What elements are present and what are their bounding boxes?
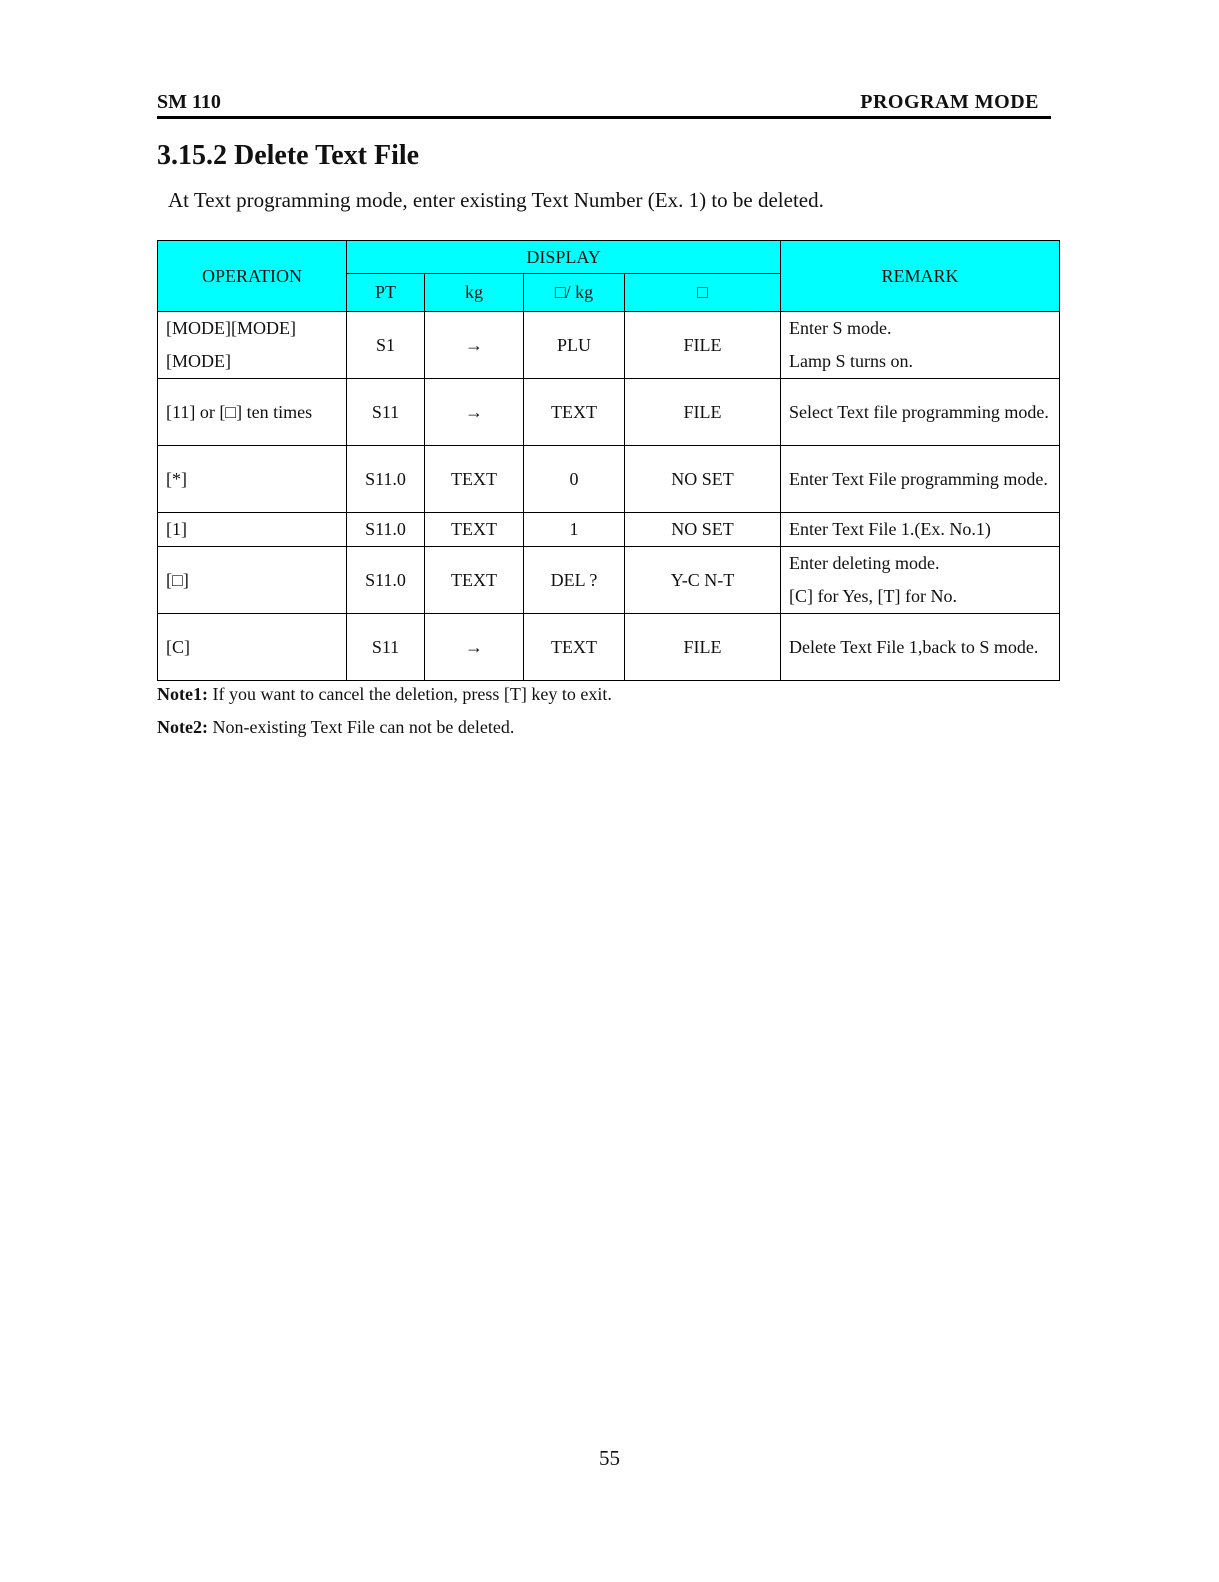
remark-cell: Delete Text File 1,back to S mode.	[781, 614, 1060, 681]
unit-price-cell: TEXT	[524, 379, 625, 446]
remark-line: [C] for Yes, [T] for No.	[789, 586, 958, 606]
remark-cell: Enter Text File programming mode.	[781, 446, 1060, 513]
remark-line: Enter deleting mode.	[789, 553, 940, 573]
header-unit-price: □/ kg	[524, 274, 625, 312]
operation-line: [MODE][MODE]	[166, 318, 296, 338]
pt-cell: S1	[347, 312, 425, 379]
unit-price-cell: DEL ?	[524, 547, 625, 614]
kg-cell: →	[425, 379, 524, 446]
price-cell: FILE	[625, 379, 781, 446]
intro-text: At Text programming mode, enter existing Text Number (Ex. 1) to be deleted.	[168, 188, 824, 212]
price-cell: FILE	[625, 312, 781, 379]
remark-line: Lamp S turns on.	[789, 351, 914, 371]
price-cell: NO SET	[625, 446, 781, 513]
table-row	[158, 379, 1060, 446]
operation-table	[157, 240, 1060, 681]
unit-price-cell: 1	[524, 513, 625, 547]
operation-cell: [□]	[158, 547, 347, 614]
operation-cell: [11] or [□] ten times	[158, 379, 347, 446]
note-2	[157, 711, 612, 744]
pt-cell: S11.0	[347, 547, 425, 614]
header-kg: kg	[425, 274, 524, 312]
unit-price-cell: TEXT	[524, 614, 625, 681]
pt-cell: S11	[347, 614, 425, 681]
table-row	[158, 513, 1060, 547]
note-label: Note1:	[157, 684, 208, 704]
notes	[157, 678, 612, 744]
pt-cell: S11.0	[347, 446, 425, 513]
header-operation: OPERATION	[158, 241, 347, 312]
price-cell: NO SET	[625, 513, 781, 547]
operation-cell: [*]	[158, 446, 347, 513]
table-row	[158, 547, 1060, 614]
header-section: PROGRAM MODE	[860, 91, 1039, 113]
remark-cell: Select Text file programming mode.	[781, 379, 1060, 446]
table-row	[158, 312, 1060, 379]
page-number: 55	[599, 1446, 620, 1470]
remark-cell	[781, 547, 1060, 614]
header-display: DISPLAY	[347, 241, 781, 274]
operation-line: [MODE]	[166, 351, 231, 371]
pt-cell: S11.0	[347, 513, 425, 547]
section-title: 3.15.2 Delete Text File	[157, 140, 420, 171]
page-header	[157, 90, 1051, 119]
price-cell: FILE	[625, 614, 781, 681]
operation-cell: [1]	[158, 513, 347, 547]
table-row	[158, 614, 1060, 681]
kg-cell: →	[425, 312, 524, 379]
operation-cell: [C]	[158, 614, 347, 681]
note-label: Note2:	[157, 717, 208, 737]
operation-cell	[158, 312, 347, 379]
remark-cell: Enter Text File 1.(Ex. No.1)	[781, 513, 1060, 547]
unit-price-cell: 0	[524, 446, 625, 513]
kg-cell: TEXT	[425, 513, 524, 547]
note-1	[157, 678, 612, 711]
kg-cell: TEXT	[425, 446, 524, 513]
table-row	[158, 446, 1060, 513]
kg-cell: TEXT	[425, 547, 524, 614]
header-model: SM 110	[157, 91, 221, 113]
unit-price-cell: PLU	[524, 312, 625, 379]
note-text: If you want to cancel the deletion, press [T] key to exit.	[207, 684, 612, 704]
price-cell: Y-C N-T	[625, 547, 781, 614]
remark-cell	[781, 312, 1060, 379]
header-price: □	[625, 274, 781, 312]
kg-cell: →	[425, 614, 524, 681]
header-pt: PT	[347, 274, 425, 312]
note-text: Non-existing Text File can not be deleted.	[207, 717, 515, 737]
remark-line: Enter S mode.	[789, 318, 892, 338]
pt-cell: S11	[347, 379, 425, 446]
header-remark: REMARK	[781, 241, 1060, 312]
